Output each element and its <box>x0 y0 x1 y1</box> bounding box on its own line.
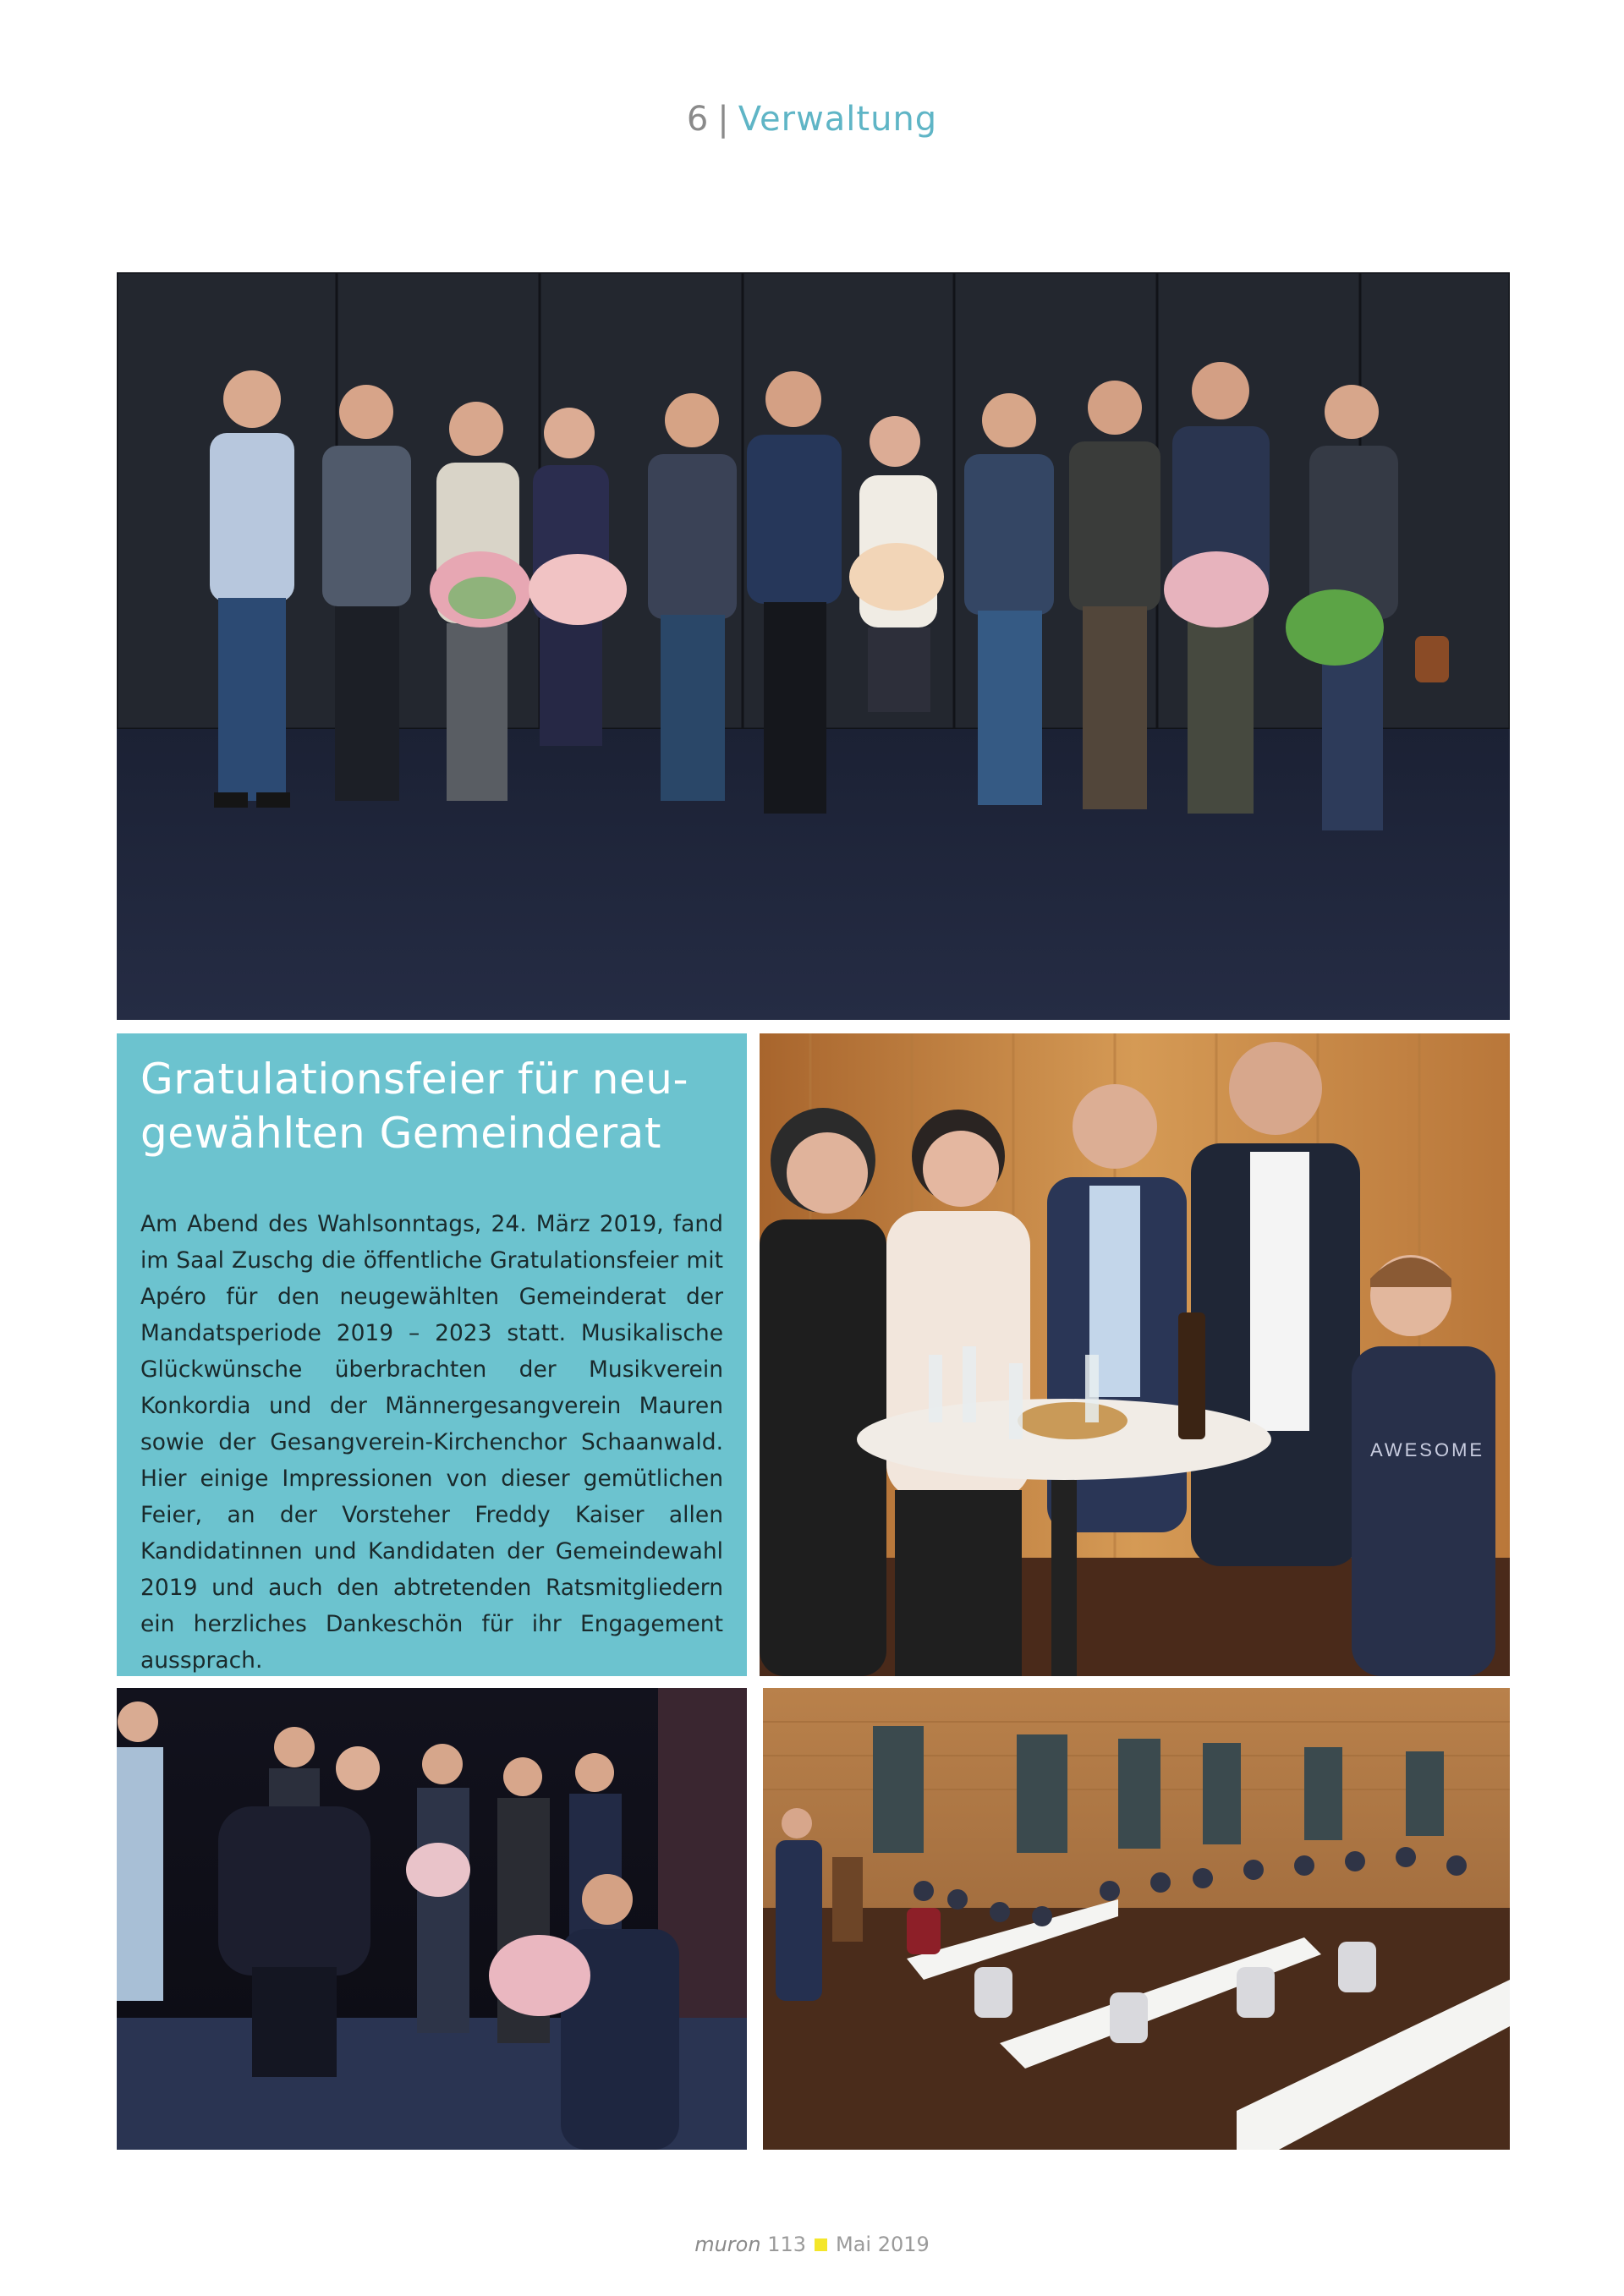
section-title: Verwaltung <box>738 100 938 139</box>
article-title-line1: Gratulationsfeier für neu- <box>140 1055 689 1104</box>
photo-hall-audience <box>763 1688 1510 2150</box>
footer-date: Mai 2019 <box>836 2233 930 2256</box>
article-body: Am Abend des Wahlsonntags, 24. März 2019, fand im Saal Zuschg die öffentliche Gratulationsfeier mit Apéro für den neugewählten Gemeinderat der Mandatsperiode 2019 – 2023 statt. Musikalische Glückwünsche überbrachten der Musikverein Konkordia und der Männergesangverein Mauren sowie der Gesangverein-Kirchenchor Schaanwald. Hier einige Impressionen von dieser gemütlichen Feier, an der Vorsteher Freddy Kaiser allen Kandidatinnen und Kandidaten der Gemeindewahl 2019 und auch den abtretenden Ratsmitgliedern ein herzliches Dankeschön für ihr Engagement aussprach. <box>140 1211 723 1674</box>
footer-square-icon <box>815 2238 827 2251</box>
page-header <box>0 100 1624 139</box>
photo-stage-handshake <box>117 1688 747 2150</box>
footer-brand: muron <box>694 2233 761 2256</box>
page-footer <box>0 2233 1624 2256</box>
header-separator: | <box>717 100 730 139</box>
footer-issue: 113 <box>767 2233 806 2256</box>
photo-standing-table <box>760 1033 1510 1676</box>
article-box <box>117 1033 747 1676</box>
article-title <box>140 1052 723 1160</box>
group-photo-stage <box>117 272 1510 1020</box>
article-title-line2: gewählten Gemeinderat <box>140 1109 661 1158</box>
page-number: 6 <box>686 100 710 139</box>
shirt-print: AWESOME <box>1370 1439 1485 1460</box>
